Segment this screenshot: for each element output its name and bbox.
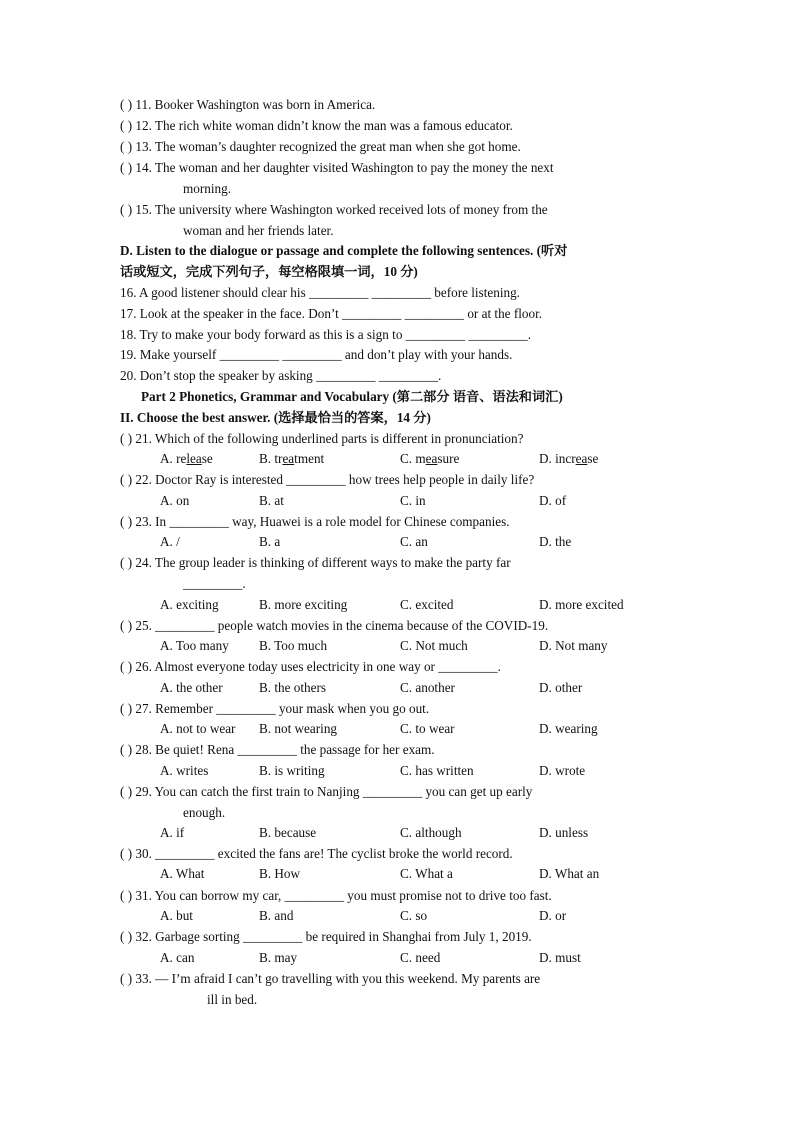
question-line: ( ) 32. Garbage sorting _________ be required in Shanghai from July 1, 2019.: [120, 929, 532, 944]
option-b: B. because: [259, 825, 317, 840]
option-row: [0, 597, 794, 613]
question-line: 20. Don’t stop the speaker by asking _________ _________.: [120, 368, 442, 383]
option-row: [0, 825, 794, 841]
question-line: ( ) 31. You can borrow my car, _________ you must promise not to drive too fast.: [120, 888, 552, 903]
question-line: ( ) 15. The university where Washington worked received lots of money from the: [120, 202, 548, 217]
option-c: C. another: [400, 680, 455, 695]
question-line: ( ) 13. The woman’s daughter recognized the great man when she got home.: [120, 139, 521, 154]
option-a: A. on: [160, 493, 190, 508]
option-c: C. Not much: [400, 638, 468, 653]
option-b: B. Too much: [259, 638, 328, 653]
option-b: B. is writing: [259, 763, 325, 778]
option-a: A. What: [160, 866, 205, 881]
question-line: morning.: [183, 181, 231, 196]
option-a: A. exciting: [160, 597, 219, 612]
option-b: B. more exciting: [259, 597, 348, 612]
option-a: A. the other: [160, 680, 223, 695]
question-line: ( ) 24. The group leader is thinking of different ways to make the party far: [120, 555, 511, 570]
option-a: A. writes: [160, 763, 209, 778]
option-b: B. the others: [259, 680, 327, 695]
option-row: [0, 493, 794, 509]
question-line: 17. Look at the speaker in the face. Don’t _________ _________ or at the floor.: [120, 306, 543, 321]
option-a: A. not to wear: [160, 721, 236, 736]
option-d: D. the: [539, 534, 572, 549]
option-row: [0, 451, 794, 467]
option-d: D. wearing: [539, 721, 598, 736]
question-line: ( ) 29. You can catch the first train to Nanjing _________ you can get up early: [120, 784, 533, 799]
question-line: ( ) 25. _________ people watch movies in the cinema because of the COVID-19.: [120, 618, 549, 633]
question-line: 18. Try to make your body forward as this is a sign to _________ _________.: [120, 327, 531, 342]
question-line: ( ) 23. In _________ way, Huawei is a role model for Chinese companies.: [120, 514, 510, 529]
question-line: 19. Make yourself _________ _________ and don’t play with your hands.: [120, 347, 513, 362]
question-line: ill in bed.: [207, 992, 258, 1007]
option-c: C. need: [400, 950, 441, 965]
option-a: A. can: [160, 950, 195, 965]
question-line: ( ) 30. _________ excited the fans are! The cyclist broke the world record.: [120, 846, 513, 861]
option-d: D. Not many: [539, 638, 608, 653]
option-row: [0, 950, 794, 966]
option-b: B. and: [259, 908, 294, 923]
option-a: A. but: [160, 908, 193, 923]
option-b: B. not wearing: [259, 721, 338, 736]
option-row: [0, 866, 794, 882]
question-line: ( ) 27. Remember _________ your mask when you go out.: [120, 701, 430, 716]
option-b: B. treatment: [259, 451, 325, 466]
option-d: D. must: [539, 950, 581, 965]
section-heading: II. Choose the best answer. (选择最恰当的答案，14 分): [120, 410, 431, 425]
question-line: _________.: [183, 576, 246, 591]
option-c: C. an: [400, 534, 428, 549]
section-heading: Part 2 Phonetics, Grammar and Vocabulary (第二部分 语音、语法和词汇): [141, 389, 563, 404]
option-b: B. How: [259, 866, 301, 881]
question-line: ( ) 11. Booker Washington was born in America.: [120, 97, 376, 112]
option-d: D. What an: [539, 866, 600, 881]
section-heading: D. Listen to the dialogue or passage and complete the following sentences. (听对: [120, 243, 568, 258]
option-a: A. release: [160, 451, 213, 466]
question-line: ( ) 21. Which of the following underlined parts is different in pronunciation?: [120, 431, 524, 446]
option-a: A. /: [160, 534, 180, 549]
question-line: woman and her friends later.: [183, 223, 334, 238]
option-row: [0, 638, 794, 654]
option-d: D. of: [539, 493, 567, 508]
option-b: B. a: [259, 534, 281, 549]
option-c: C. has written: [400, 763, 474, 778]
option-b: B. at: [259, 493, 284, 508]
section-heading: 话或短文，完成下列句子，每空格限填一词，10 分): [120, 264, 418, 279]
option-row: [0, 908, 794, 924]
question-line: enough.: [183, 805, 226, 820]
question-line: ( ) 14. The woman and her daughter visited Washington to pay the money the next: [120, 160, 554, 175]
question-line: ( ) 26. Almost everyone today uses electricity in one way or _________.: [120, 659, 501, 674]
question-line: ( ) 22. Doctor Ray is interested _________ how trees help people in daily life?: [120, 472, 535, 487]
option-d: D. wrote: [539, 763, 586, 778]
option-row: [0, 763, 794, 779]
option-a: A. Too many: [160, 638, 229, 653]
question-line: ( ) 33. — I’m afraid I can’t go travelling with you this weekend. My parents are: [120, 971, 541, 986]
option-c: C. measure: [400, 451, 460, 466]
option-d: D. more excited: [539, 597, 624, 612]
option-row: [0, 534, 794, 550]
option-d: D. other: [539, 680, 583, 695]
option-c: C. to wear: [400, 721, 455, 736]
option-a: A. if: [160, 825, 185, 840]
option-b: B. may: [259, 950, 298, 965]
option-c: C. What a: [400, 866, 453, 881]
option-d: D. or: [539, 908, 567, 923]
option-row: [0, 721, 794, 737]
option-d: D. increase: [539, 451, 599, 466]
option-d: D. unless: [539, 825, 589, 840]
question-line: ( ) 28. Be quiet! Rena _________ the passage for her exam.: [120, 742, 435, 757]
option-c: C. in: [400, 493, 426, 508]
question-line: ( ) 12. The rich white woman didn’t know the man was a famous educator.: [120, 118, 513, 133]
option-c: C. excited: [400, 597, 454, 612]
option-row: [0, 680, 794, 696]
option-c: C. although: [400, 825, 462, 840]
option-c: C. so: [400, 908, 428, 923]
question-line: 16. A good listener should clear his _________ _________ before listening.: [120, 285, 520, 300]
